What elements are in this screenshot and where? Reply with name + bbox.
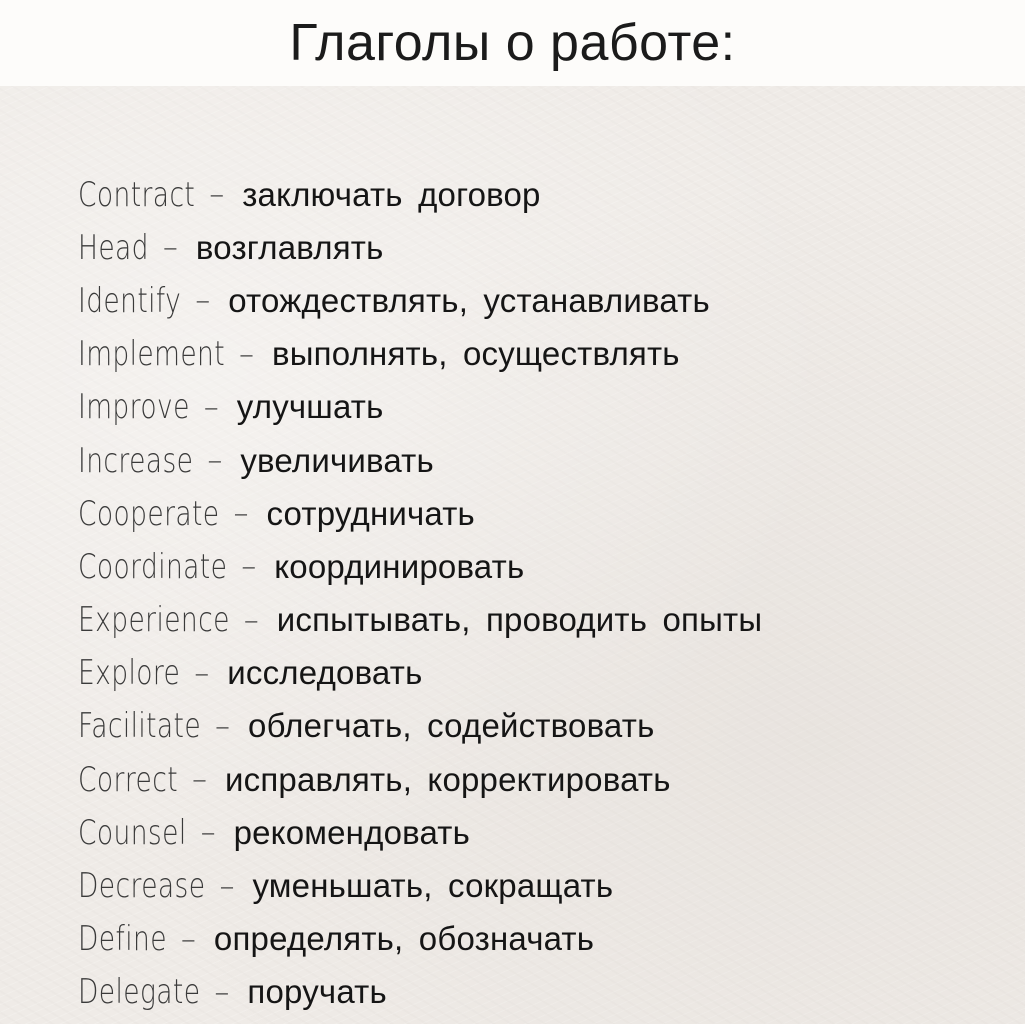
vocab-row xyxy=(78,274,762,327)
vocab-row xyxy=(78,647,762,700)
russian-translation: сотрудничать xyxy=(266,494,475,532)
vocab-row xyxy=(78,700,762,753)
separator-dash: – xyxy=(200,815,216,851)
separator-dash: – xyxy=(194,655,210,691)
russian-translation: поручать xyxy=(247,973,387,1011)
russian-translation: исследовать xyxy=(227,654,423,692)
english-word: Cooperate xyxy=(78,493,220,534)
russian-translation: координировать xyxy=(274,547,525,585)
english-word: Correct xyxy=(78,759,178,800)
english-word: Increase xyxy=(78,440,194,481)
english-word: Head xyxy=(78,227,149,268)
vocab-row xyxy=(78,753,762,806)
separator-dash: – xyxy=(219,868,235,904)
page-title: Глаголы о работе: xyxy=(289,14,736,72)
vocab-row xyxy=(78,487,762,540)
english-word: Experience xyxy=(78,600,230,641)
english-word: Decrease xyxy=(78,866,206,907)
vocab-row xyxy=(78,913,762,966)
separator-dash: – xyxy=(195,283,211,319)
separator-dash: – xyxy=(215,708,231,744)
vocab-row xyxy=(78,594,762,647)
english-word: Counsel xyxy=(78,812,187,853)
title-bar xyxy=(0,0,1025,86)
vocab-row xyxy=(78,806,762,859)
vocabulary-list xyxy=(78,168,762,1019)
separator-dash: – xyxy=(241,549,257,585)
separator-dash: – xyxy=(243,602,259,638)
russian-translation: исправлять, корректировать xyxy=(224,760,671,798)
vocab-row xyxy=(78,168,762,221)
russian-translation: отождествлять, устанавливать xyxy=(228,281,710,319)
vocab-row xyxy=(78,966,762,1019)
vocab-row xyxy=(78,221,762,274)
english-word: Improve xyxy=(78,387,190,428)
separator-dash: – xyxy=(209,177,225,213)
separator-dash: – xyxy=(180,921,196,957)
russian-translation: выполнять, осуществлять xyxy=(272,335,680,373)
english-word: Contract xyxy=(78,174,196,215)
english-word: Define xyxy=(78,919,167,960)
separator-dash: – xyxy=(162,230,178,266)
vocab-row xyxy=(78,328,762,381)
russian-translation: увеличивать xyxy=(240,441,434,479)
separator-dash: – xyxy=(233,496,249,532)
russian-translation: возглавлять xyxy=(195,228,384,266)
english-word: Coordinate xyxy=(78,546,228,587)
english-word: Explore xyxy=(78,653,181,694)
russian-translation: испытывать, проводить опыты xyxy=(276,601,763,639)
separator-dash: – xyxy=(207,443,223,479)
separator-dash: – xyxy=(191,762,207,798)
vocab-row xyxy=(78,434,762,487)
english-word: Delegate xyxy=(78,972,201,1013)
english-word: Implement xyxy=(78,334,226,375)
separator-dash: – xyxy=(239,336,255,372)
vocab-row xyxy=(78,381,762,434)
separator-dash: – xyxy=(214,974,230,1010)
vocab-row xyxy=(78,859,762,912)
russian-translation: улучшать xyxy=(236,388,384,426)
vocab-row xyxy=(78,540,762,593)
english-word: Facilitate xyxy=(78,706,202,747)
russian-translation: заключать договор xyxy=(242,175,541,213)
russian-translation: уменьшать, сокращать xyxy=(252,867,614,905)
russian-translation: рекомендовать xyxy=(233,813,471,851)
russian-translation: облегчать, содействовать xyxy=(248,707,655,745)
russian-translation: определять, обозначать xyxy=(213,920,595,958)
separator-dash: – xyxy=(203,389,219,425)
english-word: Identify xyxy=(78,280,182,321)
